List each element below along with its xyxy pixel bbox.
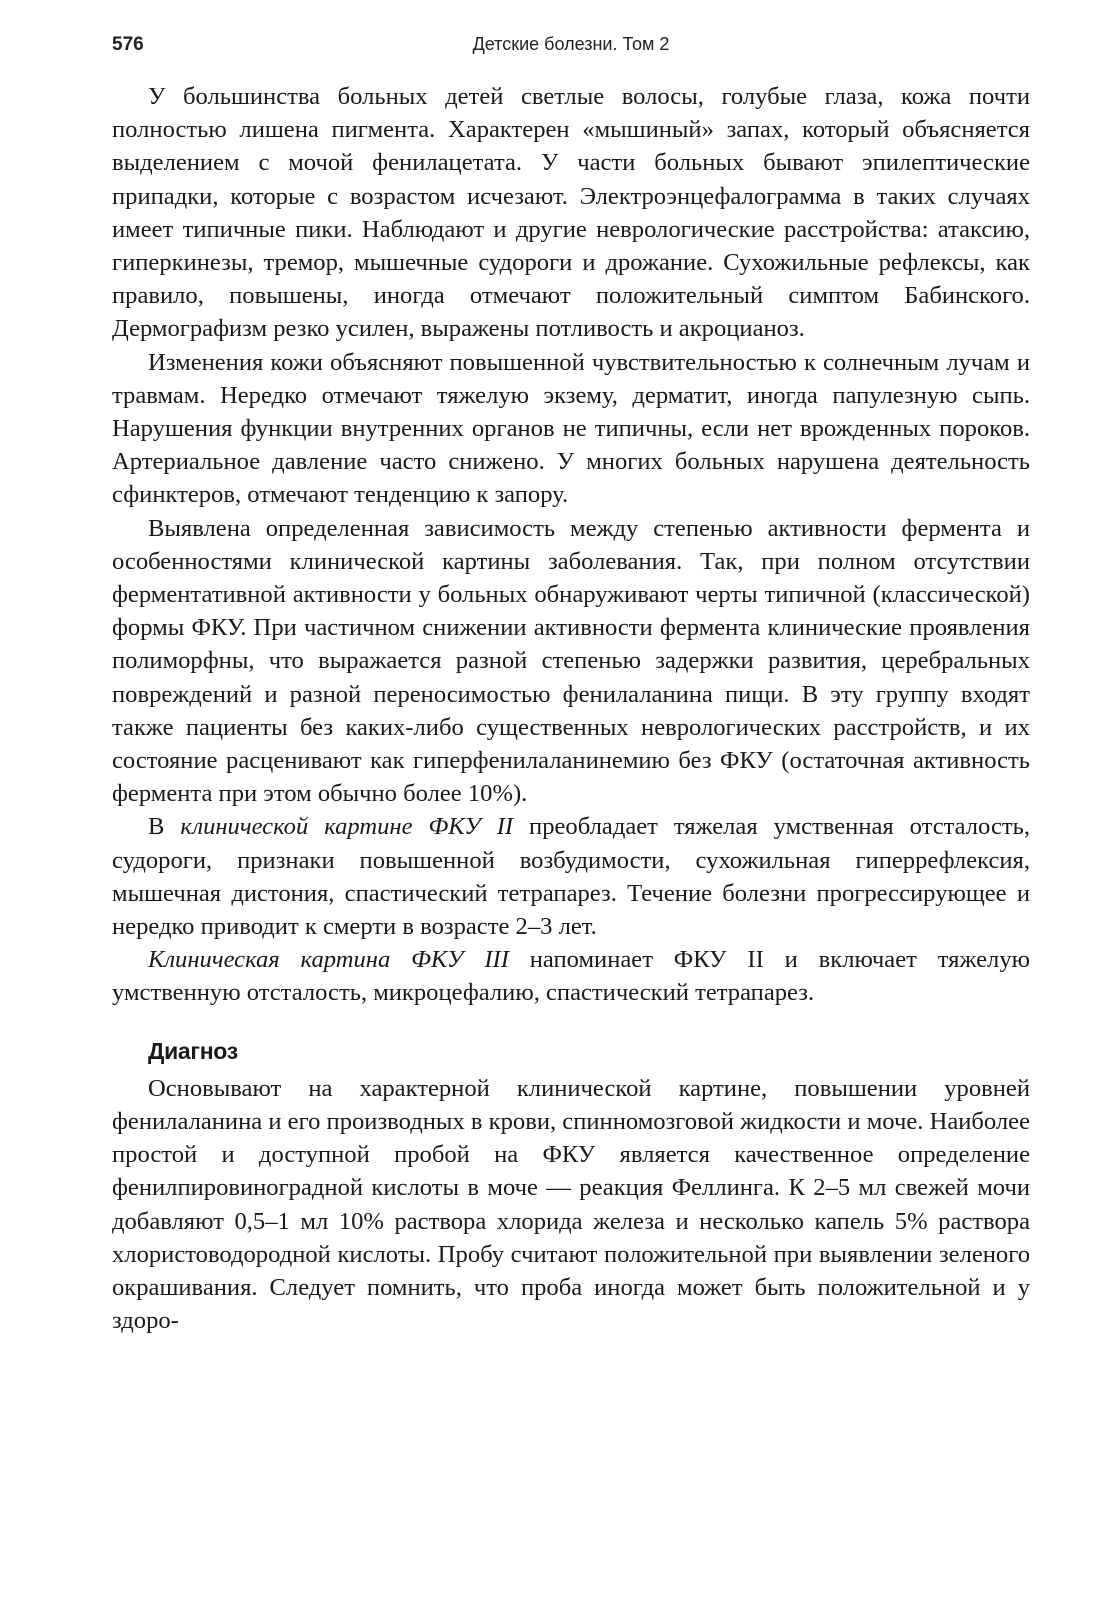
paragraph-2: Изменения кожи объясняют повышенной чувствительностью к солнечным лучам и травмам. Нередко отмечают тяжелую экзему, дерматит, иногда папулезную сыпь. Нарушения функции внутренних органов не типичны, если нет врожденных пороков. Артериальное давление часто снижено. У многих больных нарушена деятельность сфинктеров, отмечают тенденцию к запору. [112, 348, 1030, 509]
paragraph-6: Основывают на характерной клинической картине, повышении уровней фенилаланина и его производных в крови, спинномозговой жидкости и моче. Наиболее простой и доступной пробой на ФКУ является качественное определение фенилпировиноградной кислоты в моче — реакция Феллинга. К 2–5 мл свежей мочи добавляют 0,5–1 мл 10% раствора хлорида железа и несколько капель 5% раствора хлористоводородной кислоты. Пробу считают положительной при выявлении зеленого окрашивания. Следует помнить, что проба иногда может быть положительной и у здоро- [112, 1074, 1030, 1335]
paragraph-1: У большинства больных детей светлые волосы, голубые глаза, кожа почти полностью лишена пигмента. Характерен «мышиный» запах, который объясняется выделением с мочой фенилацетата. У части больных бывают эпилептические припадки, которые с возрастом исчезают. Электроэнцефалограмма в таких случаях имеет типичные пики. Наблюдают и другие неврологические расстройства: атаксию, гиперкинезы, тремор, мышечные судороги и дрожание. Сухожильные рефлексы, как правило, повышены, иногда отмечают положительный симптом Бабинского. Дермографизм резко усилен, выражены потливость и акроцианоз. [112, 83, 1030, 343]
page-number: 576 [112, 34, 144, 55]
paragraph-5-italic: Клиническая картина ФКУ III [148, 946, 509, 974]
paragraph-4 [112, 810, 1030, 943]
paragraph-5-rest: напоминает ФКУ II и включает тяжелую умственную отсталость, микроцефалию, спастический тетрапарез. [112, 946, 1030, 1007]
paragraph-4-italic: клинической картине ФКУ II [180, 813, 514, 841]
section-heading: Диагноз [148, 1037, 238, 1064]
running-head [112, 30, 1030, 62]
book-page [112, 30, 1030, 1337]
paragraph-4-lead: В [148, 813, 181, 841]
running-title: Детские болезни. Том 2 [472, 34, 670, 54]
paragraph-5 [112, 943, 1030, 1009]
paragraph-3: Выявлена определенная зависимость между степенью активности фермента и особенностями клинической картины заболевания. Так, при полном отсутствии ферментативной активности у больных обнаруживают черты типичной (классической) формы ФКУ. При частичном снижении активности фермента клинические проявления полиморфны, что выражается разной степенью задержки развития, церебральных повреждений и разной переносимостью фенилаланина пищи. В эту группу входят также пациенты без каких-либо существенных неврологических расстройств, и их состояние расценивают как гиперфенилаланинемию без ФКУ (остаточная активность фермента при этом обычно более 10%). [112, 514, 1030, 808]
body-text [112, 80, 1030, 1337]
paragraph-4-rest: преобладает тяжелая умственная отсталость, судороги, признаки повышенной возбудимости, сухожильная гиперрефлексия, мышечная дистония, спастический тетрапарез. Течение болезни прогрессирующее и нередко приводит к смерти в возрасте 2–3 лет. [112, 813, 1030, 941]
